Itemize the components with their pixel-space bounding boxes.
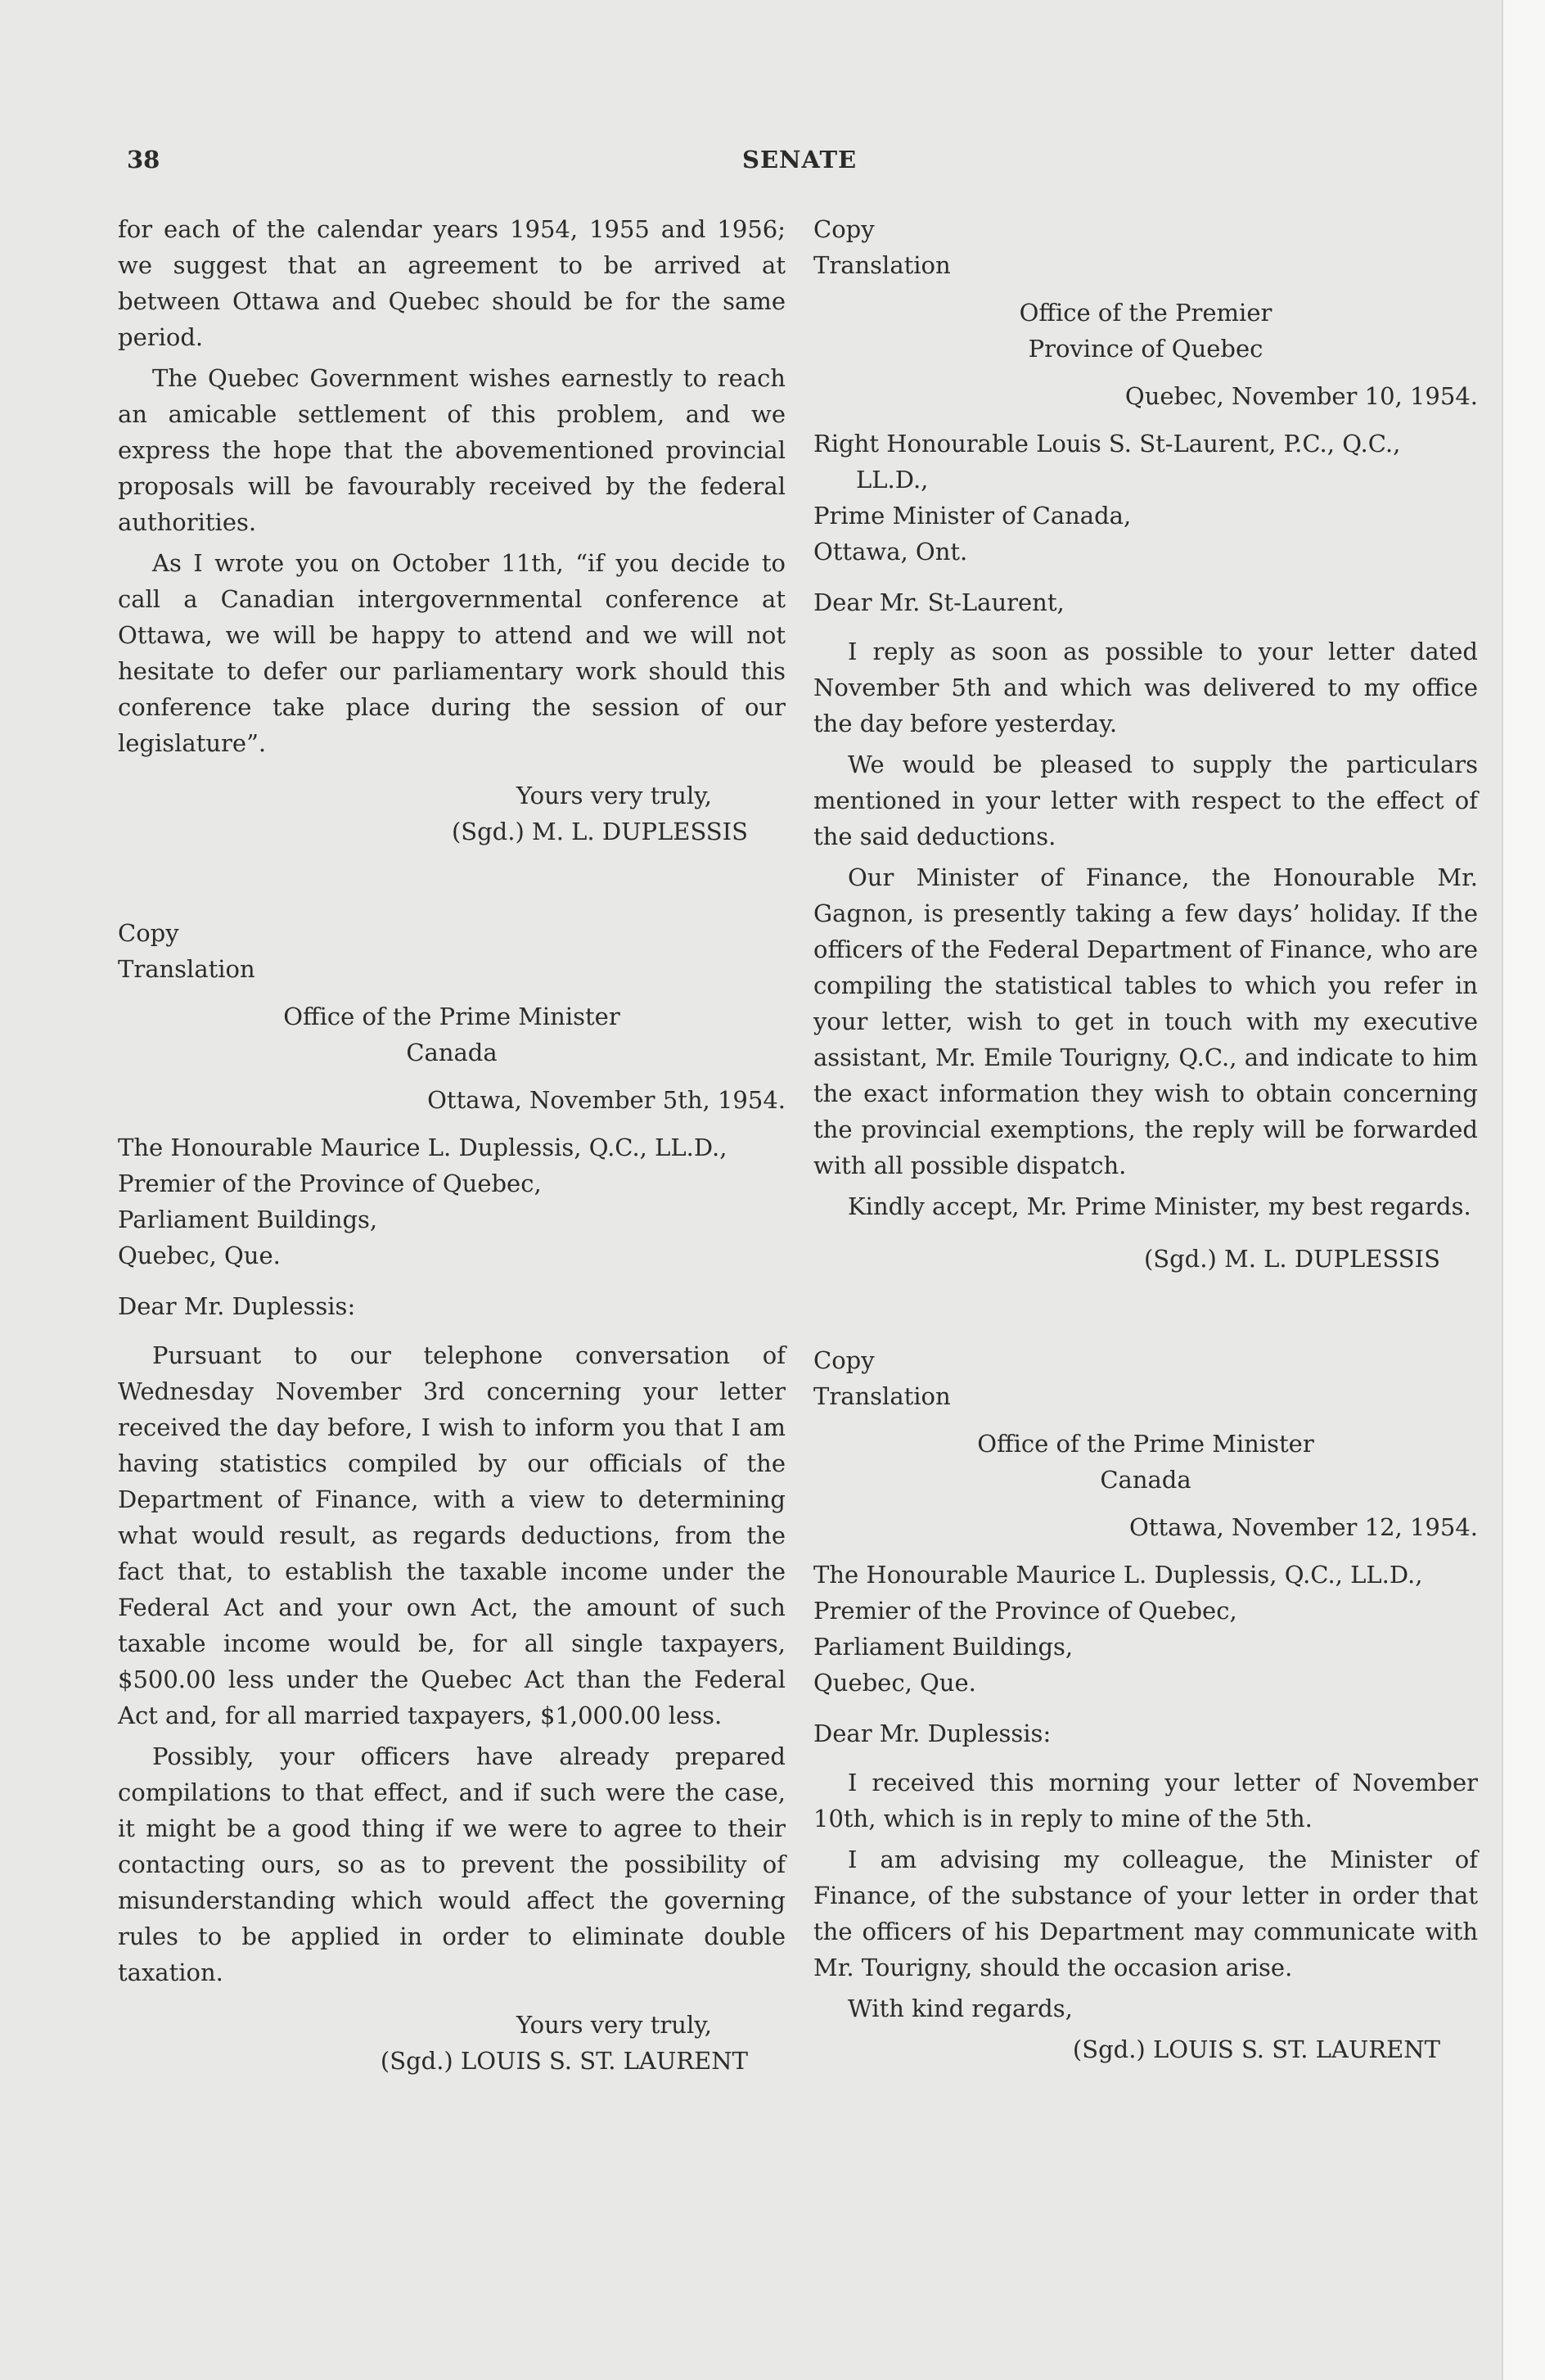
letter-nov-5 (118, 915, 786, 2079)
copy-label: Copy (813, 215, 875, 243)
continuation-paragraph: The Quebec Government wishes earnestly to reach an amicable settlement of this problem, and we express the hope that the abovementioned provincial proposals will be favourably received by the federal authorities. (118, 364, 786, 536)
salutation: Dear Mr. Duplessis: (813, 1720, 1052, 1747)
addressee-line: The Honourable Maurice L. Duplessis, Q.C., LL.D., (813, 1561, 1423, 1589)
running-head (0, 146, 1502, 178)
letter-paragraph: Pursuant to our telephone conversation of Wednesday November 3rd concerning your letter received the day before, I wish to inform you that I am having statistics compiled by our officials of the Department of Finance, with a view to determining what would result, as regards deductions, from the fact that, to establish the taxable income under the Federal Act and your own Act, the amount of such taxable income would be, for all single taxpayers, $500.00 less under the Quebec Act than the Federal Act and, for all married taxpayers, $1,000.00 less. (118, 1341, 786, 1729)
addressee-line: The Honourable Maurice L. Duplessis, Q.C., LL.D., (118, 1134, 727, 1161)
page-edge (1502, 0, 1545, 2380)
addressee-line: Right Honourable Louis S. St-Laurent, P.C., Q.C., LL.D., (813, 430, 1401, 494)
letter-date: Ottawa, November 5th, 1954. (427, 1086, 786, 1114)
letter-date: Ottawa, November 12, 1954. (1129, 1513, 1478, 1541)
right-column (813, 211, 1478, 2067)
office-line: Canada (1100, 1466, 1191, 1494)
letter-paragraph: I am advising my colleague, the Minister of Finance, of the substance of your letter in order that the officers of his Department may communicate with Mr. Tourigny, should the occasion arise. (813, 1846, 1478, 1981)
letter-closing: Yours very truly, (516, 782, 712, 809)
letter-closing: Yours very truly, (516, 2011, 712, 2039)
addressee-line: Premier of the Province of Quebec, (118, 1170, 542, 1197)
letter-nov-12 (813, 1342, 1478, 2067)
addressee-line: Parliament Buildings, (118, 1206, 378, 1233)
translation-label: Translation (813, 251, 951, 279)
addressee-line: Parliament Buildings, (813, 1633, 1074, 1661)
letter-signature: (Sgd.) M. L. DUPLESSIS (451, 818, 748, 845)
letter-paragraph: Kindly accept, Mr. Prime Minister, my best regards. (848, 1192, 1471, 1220)
copy-label: Copy (118, 919, 179, 947)
letter-paragraph: Possibly, your officers have already prepared compilations to that effect, and if such were the case, it might be a good thing if we were to agree to their contacting ours, so as to prevent the possibility of misunderstanding which would affect the governing rules to be applied in order to eliminate double taxation. (118, 1742, 786, 1986)
letter-paragraph: I reply as soon as possible to your letter dated November 5th and which was delivered to my office the day before yesterday. (813, 638, 1478, 737)
left-column (118, 211, 786, 2079)
addressee-line: Premier of the Province of Quebec, (813, 1597, 1237, 1625)
letter-paragraph: With kind regards, (848, 1995, 1073, 2022)
office-line: Office of the Prime Minister (977, 1430, 1314, 1458)
office-line: Province of Quebec (1028, 335, 1263, 363)
letter-signature: (Sgd.) M. L. DUPLESSIS (1143, 1245, 1440, 1273)
office-line: Office of the Premier (1019, 299, 1272, 327)
page-heading: SENATE (742, 146, 858, 174)
continuation-paragraph: As I wrote you on October 11th, “if you decide to call a Canadian intergovernmental conference at Ottawa, we will be happy to attend and we will not hesitate to defer our parliamentary work should this conference take place during the session of our legislature”. (118, 549, 786, 757)
salutation: Dear Mr. St-Laurent, (813, 588, 1065, 616)
continuation-paragraph: for each of the calendar years 1954, 1955 and 1956; we suggest that an agreement to be arrived at between Ottawa and Quebec should be for the same period. (118, 215, 786, 351)
copy-label: Copy (813, 1346, 875, 1374)
translation-label: Translation (118, 955, 255, 983)
letter-nov-10 (813, 211, 1478, 1277)
letter-signature: (Sgd.) LOUIS S. ST. LAURENT (1072, 2035, 1440, 2063)
office-line: Office of the Prime Minister (283, 1003, 620, 1030)
letter-paragraph: Our Minister of Finance, the Honourable Mr. Gagnon, is presently taking a few days’ holiday. If the officers of the Federal Department of Finance, who are compiling the statistical tables to which you refer in your letter, wish to get in touch with my executive assistant, Mr. Emile Tourigny, Q.C., and indicate to him the exact information they wish to obtain concerning the provincial exemptions, the reply will be forwarded with all possible dispatch. (813, 863, 1478, 1179)
salutation: Dear Mr. Duplessis: (118, 1292, 356, 1320)
letter-signature: (Sgd.) LOUIS S. ST. LAURENT (380, 2047, 748, 2075)
letter-paragraph: I received this morning your letter of November 10th, which is in reply to mine of the 5th. (813, 1769, 1478, 1832)
addressee-line: Quebec, Que. (813, 1669, 976, 1697)
addressee-line: Ottawa, Ont. (813, 538, 968, 566)
addressee-line: Quebec, Que. (118, 1242, 281, 1269)
addressee-line: Prime Minister of Canada, (813, 502, 1132, 530)
office-line: Canada (406, 1039, 498, 1066)
letter-paragraph: We would be pleased to supply the particulars mentioned in your letter with respect to the effect of the said deductions. (813, 751, 1478, 850)
letter-date: Quebec, November 10, 1954. (1124, 382, 1478, 410)
page-number: 38 (127, 146, 160, 174)
translation-label: Translation (813, 1382, 951, 1410)
